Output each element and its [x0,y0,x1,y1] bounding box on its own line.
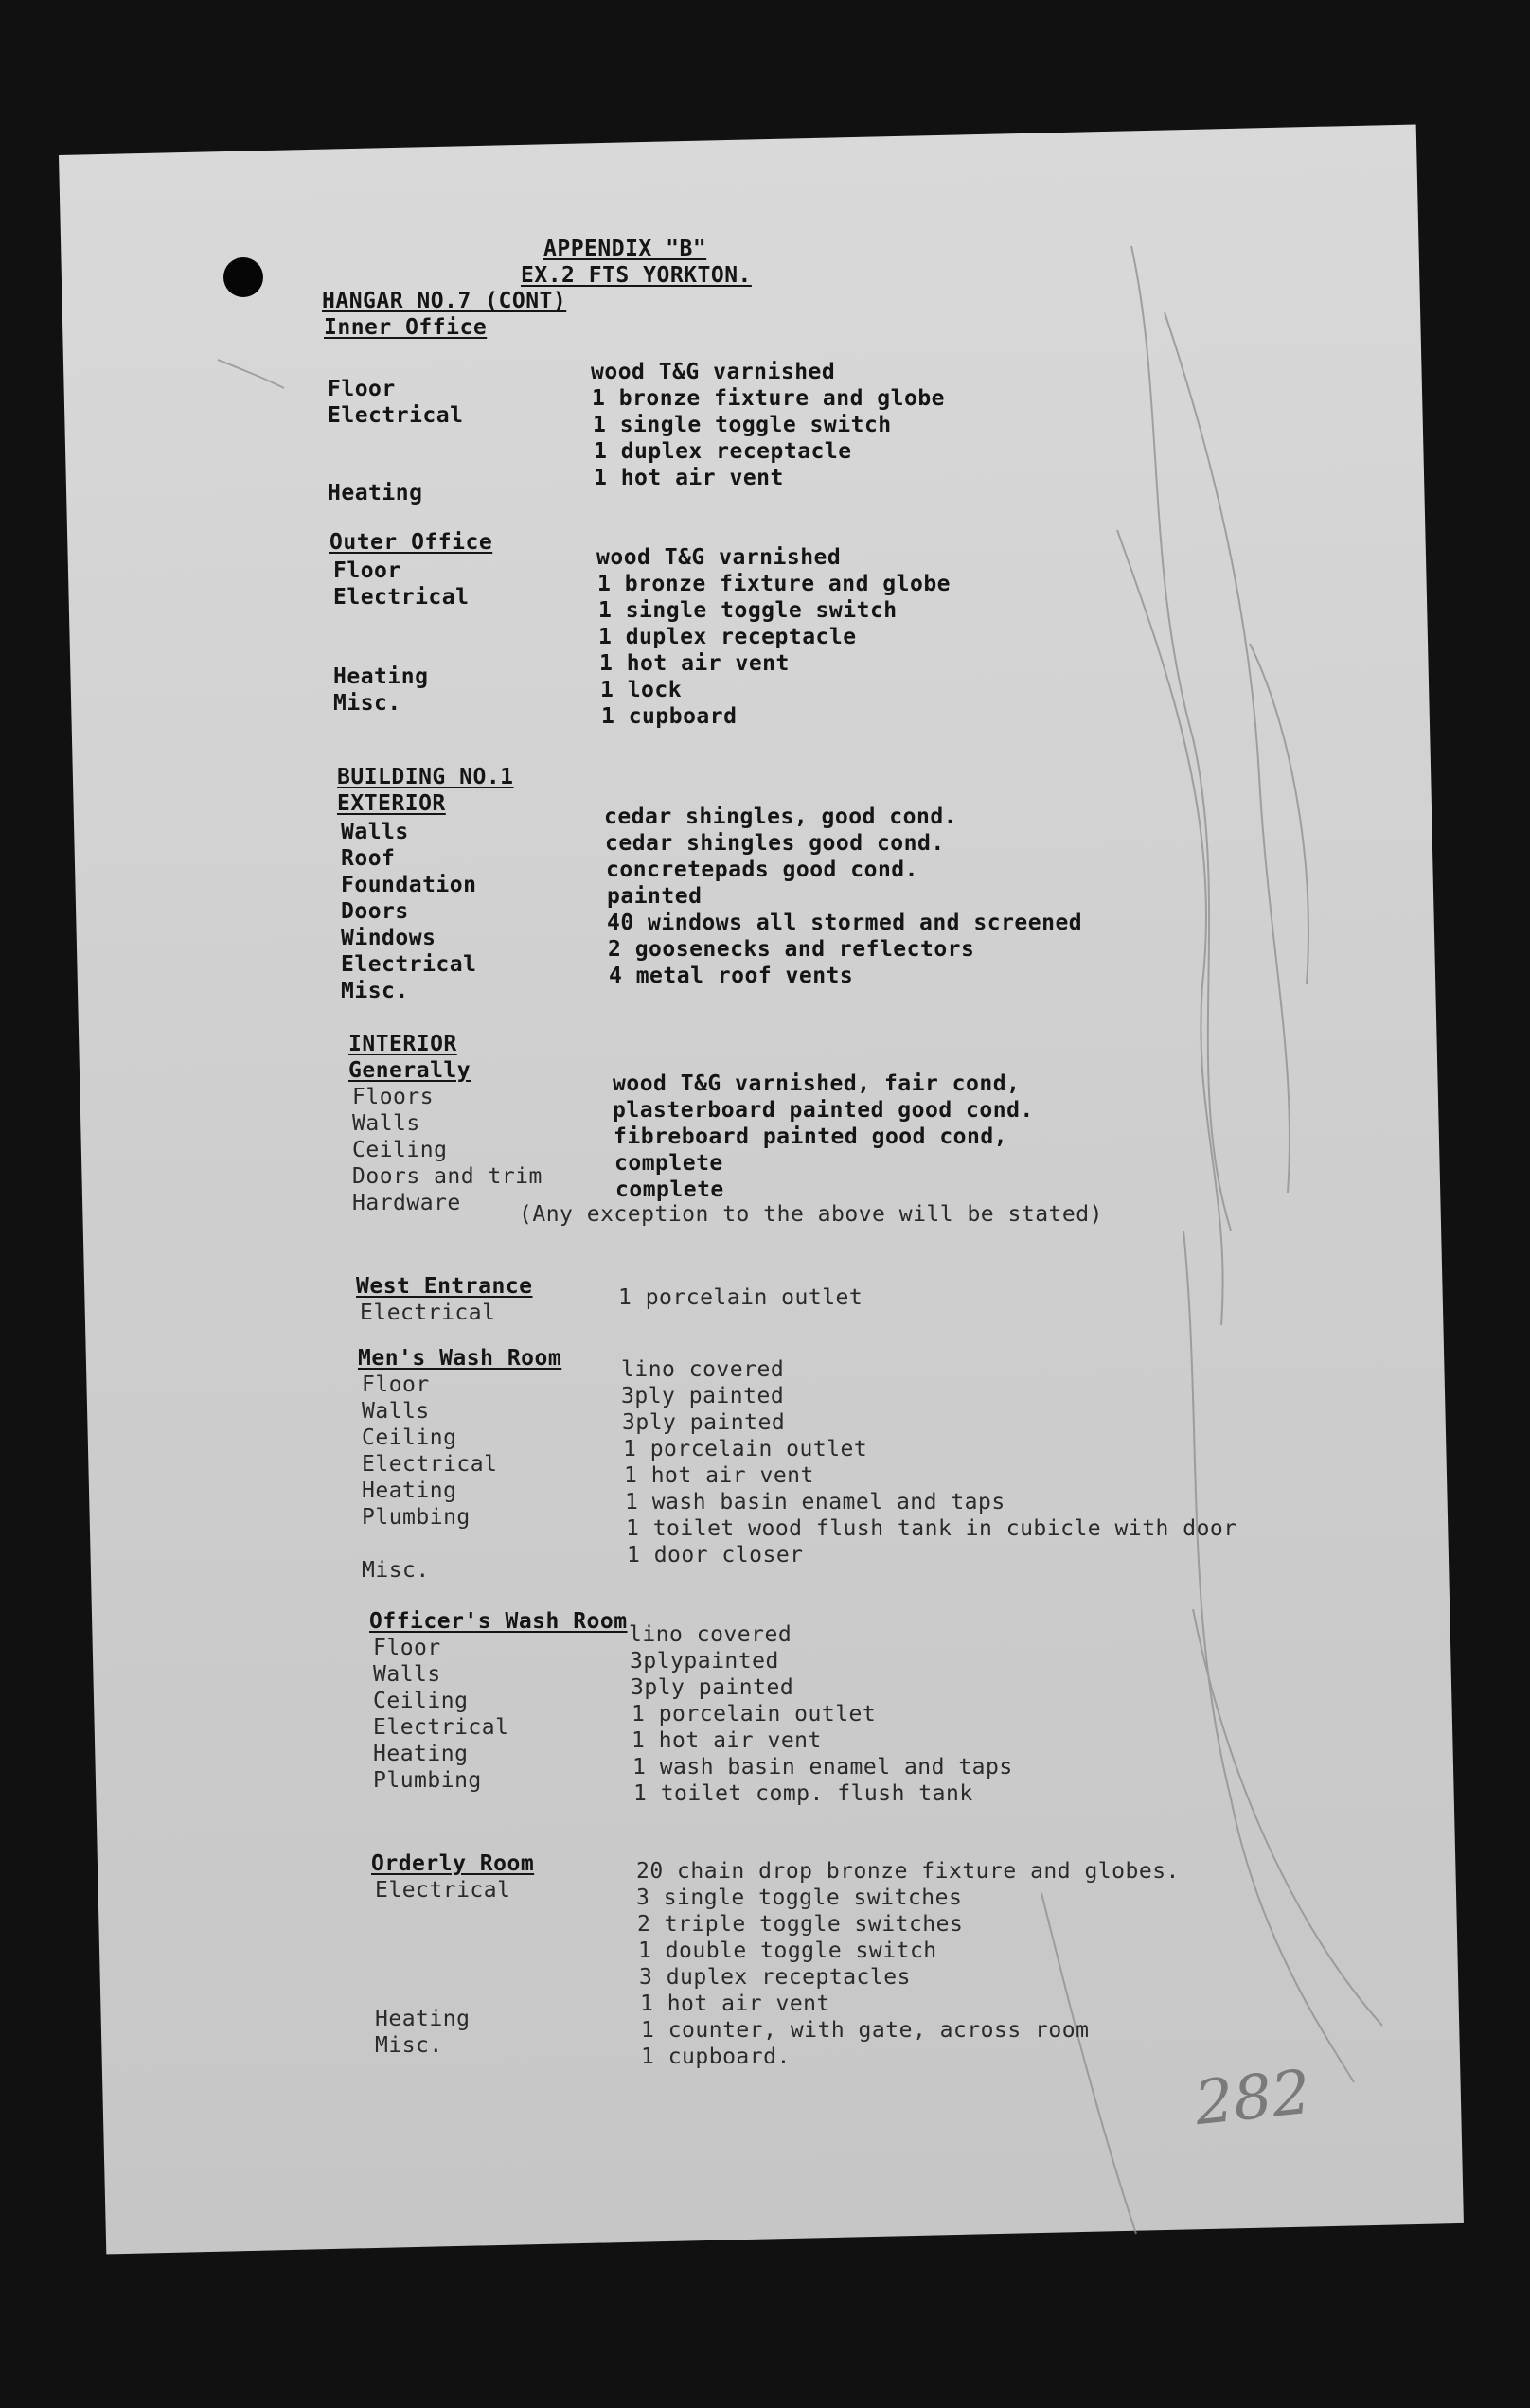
item-label: Floor [362,1372,430,1397]
item-value: wood T&G varnished [596,545,842,570]
item-value: 1 duplex receptacle [594,439,852,464]
item-label: Heating [333,664,429,689]
item-value: 1 double toggle switch [638,1939,937,1963]
item-value: 20 chain drop bronze fixture and globes. [636,1859,1180,1884]
item-label: Misc. [362,1558,430,1583]
exception-note: (Any exception to the above will be stated) [519,1202,1103,1227]
item-value: 1 cupboard [601,704,738,729]
item-value: concretepads good cond. [606,858,918,882]
item-label: Electrical [333,585,470,610]
item-label: Ceiling [373,1689,469,1713]
item-value: 3ply painted [622,1410,786,1435]
item-value: 3plypainted [630,1649,779,1673]
item-value: cedar shingles, good cond. [604,805,958,829]
section-heading: BUILDING NO.1 [337,765,514,789]
item-value: 3ply painted [631,1675,794,1700]
item-value: 1 porcelain outlet [623,1437,868,1461]
item-label: Heating [375,2007,471,2031]
item-label: Misc. [375,2033,443,2058]
item-value: 1 porcelain outlet [618,1285,863,1310]
section-heading: Orderly Room [371,1851,535,1876]
appendix-title: APPENDIX "B" [543,237,707,261]
item-label: Doors and trim [352,1164,543,1189]
item-value: 1 toilet comp. flush tank [633,1781,973,1806]
item-value: painted [607,884,703,909]
item-value: complete [615,1177,724,1202]
section-heading: Officer's Wash Room [369,1609,628,1634]
item-label: Electrical [373,1715,509,1740]
item-label: Misc. [333,691,401,716]
item-value: lino covered [621,1357,785,1382]
item-value: 1 duplex receptacle [598,625,857,649]
item-label: Misc. [341,979,409,1003]
item-value: 1 hot air vent [599,651,790,676]
item-label: Foundation [341,873,477,897]
item-value: wood T&G varnished [591,360,836,384]
section-heading: HANGAR NO.7 (CONT) [322,289,567,313]
item-label: Floor [333,558,401,583]
item-value: 1 wash basin enamel and taps [632,1755,1013,1779]
item-label: Plumbing [373,1768,482,1793]
item-label: Floors [352,1085,435,1109]
item-value: lino covered [629,1622,792,1647]
item-value: 2 triple toggle switches [637,1912,964,1937]
item-label: Windows [341,926,436,950]
section-heading: Outer Office [329,530,493,555]
item-value: 40 windows all stormed and screened [607,911,1083,935]
item-label: Electrical [360,1301,496,1325]
item-label: Ceiling [352,1138,448,1162]
section-heading: Men's Wash Room [358,1346,562,1371]
section-heading: EXTERIOR [337,791,446,816]
item-value: 2 goosenecks and reflectors [608,937,975,962]
item-label: Electrical [328,403,464,428]
item-label: Electrical [375,1878,511,1903]
item-value: 4 metal roof vents [609,964,854,988]
item-label: Walls [362,1399,430,1424]
section-heading: West Entrance [356,1274,533,1299]
item-value: 1 wash basin enamel and taps [625,1490,1005,1514]
item-value: 1 hot air vent [594,466,784,490]
item-value: 3 single toggle switches [636,1886,963,1910]
item-label: Electrical [362,1452,498,1477]
item-value: 1 hot air vent [624,1463,814,1488]
item-label: Roof [341,846,396,871]
item-label: Walls [373,1662,441,1687]
item-value: wood T&G varnished, fair cond, [613,1071,1021,1096]
school-title: EX.2 FTS YORKTON. [521,263,752,288]
item-value: 1 bronze fixture and globe [592,386,946,411]
item-value: cedar shingles good cond. [605,831,945,856]
item-value: 1 hot air vent [632,1728,822,1753]
item-value: 1 hot air vent [640,1992,830,2016]
item-value: 1 porcelain outlet [632,1702,877,1726]
item-label: Doors [341,899,409,924]
item-label: Ceiling [362,1425,457,1450]
item-label: Floor [328,377,396,401]
item-value: 1 single toggle switch [593,413,892,437]
item-value: 1 lock [600,678,683,702]
item-label: Floor [373,1636,441,1660]
item-value: 1 toilet wood flush tank in cubicle with door [626,1516,1237,1541]
item-label: Walls [341,820,409,844]
item-label: Heating [328,481,423,505]
item-value: 1 counter, with gate, across room [641,2018,1090,2043]
item-value: complete [614,1151,723,1176]
item-value: 1 single toggle switch [598,598,898,623]
section-heading: Generally [348,1058,471,1083]
item-label: Plumbing [362,1505,471,1530]
item-label: Walls [352,1111,420,1136]
section-heading: INTERIOR [348,1032,457,1056]
item-label: Hardware [352,1191,461,1215]
item-label: Heating [362,1478,457,1503]
item-label: Electrical [341,952,477,977]
item-value: 1 bronze fixture and globe [597,572,952,596]
item-value: fibreboard painted good cond, [614,1124,1008,1149]
item-value: 1 door closer [627,1543,804,1567]
item-value: 3ply painted [621,1384,785,1408]
handwritten-page-number: 282 [1191,2057,1314,2140]
item-value: 3 duplex receptacles [639,1965,911,1990]
item-value: 1 cupboard. [641,2045,791,2069]
item-label: Heating [373,1742,469,1766]
section-heading: Inner Office [324,315,488,340]
item-value: plasterboard painted good cond. [613,1098,1034,1123]
